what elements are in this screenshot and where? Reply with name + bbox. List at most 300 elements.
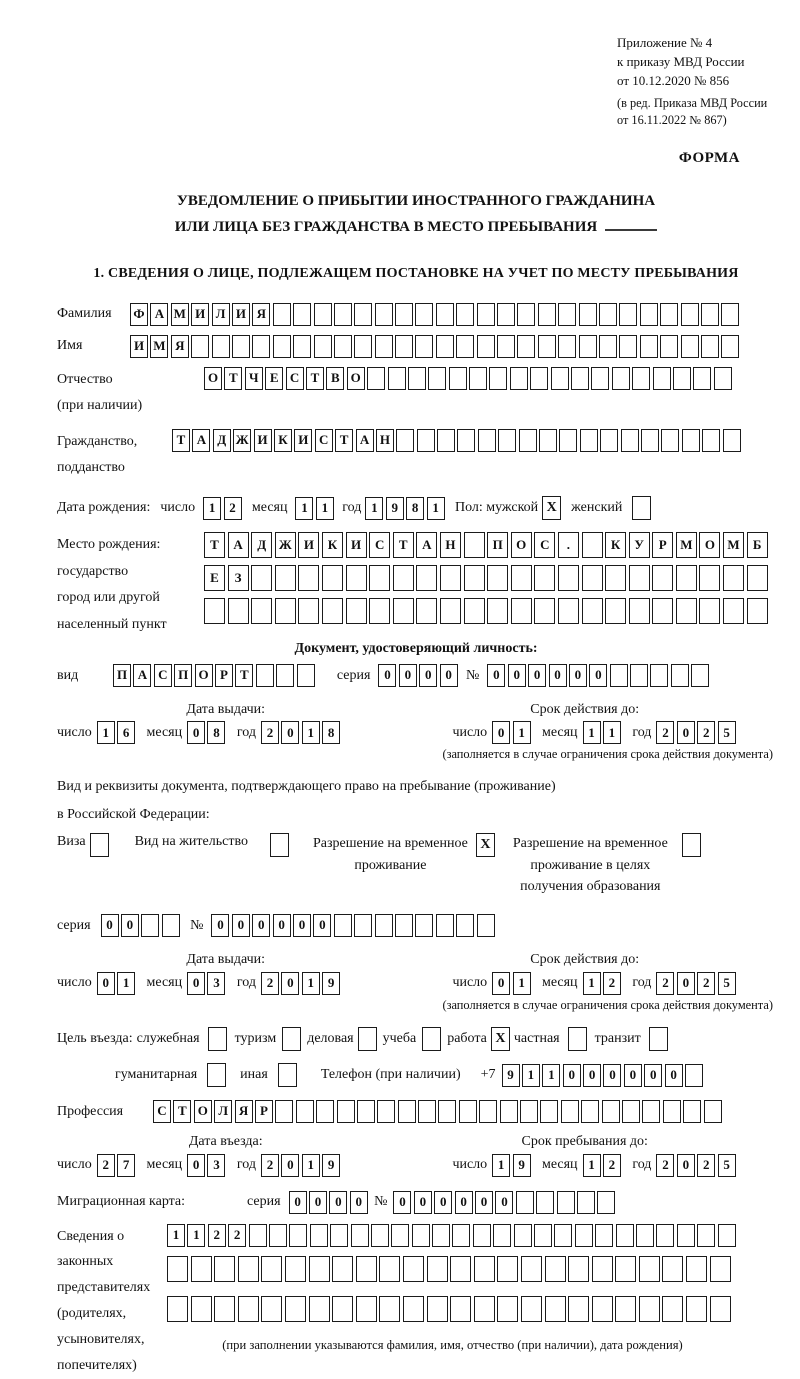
- char-cell[interactable]: [408, 367, 426, 390]
- char-cell[interactable]: [681, 335, 699, 358]
- char-cell[interactable]: 1: [542, 1064, 560, 1087]
- char-cell[interactable]: [393, 565, 414, 591]
- char-cell[interactable]: 0: [508, 664, 526, 687]
- char-cell[interactable]: [415, 335, 433, 358]
- char-cell[interactable]: [612, 367, 630, 390]
- char-cell[interactable]: О: [195, 664, 213, 687]
- char-cell[interactable]: [334, 914, 352, 937]
- char-cell[interactable]: Е: [204, 565, 225, 591]
- char-cell[interactable]: 2: [697, 1154, 715, 1177]
- char-cell[interactable]: [534, 565, 555, 591]
- char-cell[interactable]: [640, 335, 658, 358]
- char-cell[interactable]: [391, 1224, 409, 1247]
- char-cell[interactable]: [251, 565, 272, 591]
- char-cell[interactable]: 1: [117, 972, 135, 995]
- char-cell[interactable]: [309, 1296, 330, 1322]
- char-cell[interactable]: [296, 1100, 314, 1123]
- char-cell[interactable]: [395, 335, 413, 358]
- char-cell[interactable]: [636, 1224, 654, 1247]
- char-cell[interactable]: [662, 1256, 683, 1282]
- char-cell[interactable]: [204, 598, 225, 624]
- char-cell[interactable]: 0: [187, 972, 205, 995]
- char-cell[interactable]: А: [150, 303, 168, 326]
- char-cell[interactable]: Я: [235, 1100, 253, 1123]
- char-cell[interactable]: Т: [393, 532, 414, 558]
- char-cell[interactable]: 0: [419, 664, 437, 687]
- char-cell[interactable]: [393, 598, 414, 624]
- char-cell[interactable]: [167, 1296, 188, 1322]
- char-cell[interactable]: [477, 335, 495, 358]
- char-cell[interactable]: [520, 1100, 538, 1123]
- char-cell[interactable]: 0: [252, 914, 270, 937]
- char-cell[interactable]: [309, 1256, 330, 1282]
- char-cell[interactable]: [440, 598, 461, 624]
- char-cell[interactable]: [723, 429, 741, 452]
- char-cell[interactable]: [403, 1296, 424, 1322]
- char-cell[interactable]: [577, 1191, 595, 1214]
- char-cell[interactable]: [671, 664, 689, 687]
- char-cell[interactable]: Ф: [130, 303, 148, 326]
- char-cell[interactable]: [314, 335, 332, 358]
- char-cell[interactable]: [702, 429, 720, 452]
- char-cell[interactable]: 0: [187, 1154, 205, 1177]
- char-cell[interactable]: 0: [440, 664, 458, 687]
- char-cell[interactable]: [568, 1256, 589, 1282]
- char-cell[interactable]: [314, 303, 332, 326]
- char-cell[interactable]: [232, 335, 250, 358]
- char-cell[interactable]: 1: [203, 497, 221, 520]
- char-cell[interactable]: [346, 598, 367, 624]
- char-cell[interactable]: [530, 367, 548, 390]
- char-cell[interactable]: [663, 1100, 681, 1123]
- char-cell[interactable]: А: [416, 532, 437, 558]
- char-cell[interactable]: [379, 1256, 400, 1282]
- char-cell[interactable]: [456, 335, 474, 358]
- char-cell[interactable]: Л: [212, 303, 230, 326]
- char-cell[interactable]: [599, 303, 617, 326]
- char-cell[interactable]: Р: [652, 532, 673, 558]
- char-cell[interactable]: 2: [97, 1154, 115, 1177]
- char-cell[interactable]: [723, 598, 744, 624]
- char-cell[interactable]: 8: [207, 721, 225, 744]
- char-cell[interactable]: [417, 429, 435, 452]
- char-cell[interactable]: 1: [522, 1064, 540, 1087]
- char-cell[interactable]: И: [130, 335, 148, 358]
- char-cell[interactable]: [377, 1100, 395, 1123]
- char-cell[interactable]: 0: [399, 664, 417, 687]
- char-cell[interactable]: 0: [232, 914, 250, 937]
- char-cell[interactable]: [322, 598, 343, 624]
- char-cell[interactable]: 0: [677, 1154, 695, 1177]
- char-cell[interactable]: 0: [121, 914, 139, 937]
- char-cell[interactable]: [599, 335, 617, 358]
- char-cell[interactable]: 9: [322, 1154, 340, 1177]
- char-cell[interactable]: 0: [313, 914, 331, 937]
- char-cell[interactable]: 1: [302, 972, 320, 995]
- char-cell[interactable]: [558, 565, 579, 591]
- char-cell[interactable]: [575, 1224, 593, 1247]
- checkbox-purpose-business[interactable]: [358, 1027, 377, 1051]
- char-cell[interactable]: И: [346, 532, 367, 558]
- char-cell[interactable]: [375, 303, 393, 326]
- char-cell[interactable]: [693, 367, 711, 390]
- char-cell[interactable]: 0: [187, 721, 205, 744]
- char-cell[interactable]: М: [171, 303, 189, 326]
- checkbox-temp-permit[interactable]: X: [476, 833, 495, 857]
- char-cell[interactable]: [450, 1296, 471, 1322]
- char-cell[interactable]: [261, 1256, 282, 1282]
- char-cell[interactable]: [395, 914, 413, 937]
- char-cell[interactable]: [293, 303, 311, 326]
- char-cell[interactable]: [660, 335, 678, 358]
- char-cell[interactable]: [477, 303, 495, 326]
- char-cell[interactable]: [436, 335, 454, 358]
- char-cell[interactable]: [517, 303, 535, 326]
- char-cell[interactable]: [630, 664, 648, 687]
- char-cell[interactable]: [418, 1100, 436, 1123]
- char-cell[interactable]: О: [699, 532, 720, 558]
- char-cell[interactable]: [437, 429, 455, 452]
- char-cell[interactable]: [640, 303, 658, 326]
- char-cell[interactable]: [615, 1296, 636, 1322]
- char-cell[interactable]: [683, 1100, 701, 1123]
- char-cell[interactable]: [642, 1100, 660, 1123]
- char-cell[interactable]: 1: [583, 972, 601, 995]
- char-cell[interactable]: [162, 914, 180, 937]
- char-cell[interactable]: [251, 598, 272, 624]
- char-cell[interactable]: 2: [261, 972, 279, 995]
- char-cell[interactable]: [656, 1224, 674, 1247]
- char-cell[interactable]: З: [228, 565, 249, 591]
- char-cell[interactable]: [534, 1224, 552, 1247]
- char-cell[interactable]: [721, 335, 739, 358]
- char-cell[interactable]: В: [326, 367, 344, 390]
- char-cell[interactable]: [249, 1224, 267, 1247]
- char-cell[interactable]: [375, 914, 393, 937]
- char-cell[interactable]: 1: [302, 1154, 320, 1177]
- char-cell[interactable]: [521, 1256, 542, 1282]
- char-cell[interactable]: О: [204, 367, 222, 390]
- char-cell[interactable]: [379, 1296, 400, 1322]
- char-cell[interactable]: 1: [427, 497, 445, 520]
- char-cell[interactable]: [519, 429, 537, 452]
- char-cell[interactable]: [545, 1296, 566, 1322]
- char-cell[interactable]: [351, 1224, 369, 1247]
- char-cell[interactable]: [412, 1224, 430, 1247]
- char-cell[interactable]: 1: [316, 497, 334, 520]
- char-cell[interactable]: А: [133, 664, 151, 687]
- char-cell[interactable]: [395, 303, 413, 326]
- char-cell[interactable]: [238, 1296, 259, 1322]
- char-cell[interactable]: 1: [302, 721, 320, 744]
- char-cell[interactable]: [581, 1100, 599, 1123]
- char-cell[interactable]: 2: [228, 1224, 246, 1247]
- char-cell[interactable]: [298, 598, 319, 624]
- char-cell[interactable]: 0: [414, 1191, 432, 1214]
- char-cell[interactable]: 2: [697, 721, 715, 744]
- char-cell[interactable]: [539, 429, 557, 452]
- char-cell[interactable]: [629, 565, 650, 591]
- char-cell[interactable]: [629, 598, 650, 624]
- char-cell[interactable]: [332, 1256, 353, 1282]
- char-cell[interactable]: [710, 1256, 731, 1282]
- char-cell[interactable]: [464, 565, 485, 591]
- char-cell[interactable]: [723, 565, 744, 591]
- char-cell[interactable]: [396, 429, 414, 452]
- char-cell[interactable]: [275, 598, 296, 624]
- char-cell[interactable]: [497, 1256, 518, 1282]
- char-cell[interactable]: К: [605, 532, 626, 558]
- char-cell[interactable]: 1: [603, 721, 621, 744]
- char-cell[interactable]: 0: [492, 721, 510, 744]
- char-cell[interactable]: [615, 1256, 636, 1282]
- char-cell[interactable]: 2: [656, 721, 674, 744]
- char-cell[interactable]: [514, 1224, 532, 1247]
- checkbox-purpose-study[interactable]: [422, 1027, 441, 1051]
- char-cell[interactable]: [676, 565, 697, 591]
- char-cell[interactable]: 0: [528, 664, 546, 687]
- char-cell[interactable]: [191, 1296, 212, 1322]
- char-cell[interactable]: [650, 664, 668, 687]
- char-cell[interactable]: 0: [589, 664, 607, 687]
- char-cell[interactable]: [469, 367, 487, 390]
- char-cell[interactable]: [592, 1256, 613, 1282]
- char-cell[interactable]: 2: [656, 1154, 674, 1177]
- char-cell[interactable]: 0: [273, 914, 291, 937]
- char-cell[interactable]: [685, 1064, 703, 1087]
- char-cell[interactable]: 2: [603, 1154, 621, 1177]
- char-cell[interactable]: 0: [97, 972, 115, 995]
- char-cell[interactable]: [582, 598, 603, 624]
- char-cell[interactable]: М: [723, 532, 744, 558]
- char-cell[interactable]: С: [153, 1100, 171, 1123]
- char-cell[interactable]: 1: [365, 497, 383, 520]
- char-cell[interactable]: Т: [173, 1100, 191, 1123]
- char-cell[interactable]: [457, 429, 475, 452]
- char-cell[interactable]: [285, 1296, 306, 1322]
- char-cell[interactable]: [704, 1100, 722, 1123]
- char-cell[interactable]: [632, 367, 650, 390]
- char-cell[interactable]: [403, 1256, 424, 1282]
- char-cell[interactable]: 0: [569, 664, 587, 687]
- char-cell[interactable]: 0: [455, 1191, 473, 1214]
- char-cell[interactable]: [682, 429, 700, 452]
- char-cell[interactable]: [487, 598, 508, 624]
- char-cell[interactable]: 7: [117, 1154, 135, 1177]
- char-cell[interactable]: [721, 303, 739, 326]
- char-cell[interactable]: [561, 1100, 579, 1123]
- char-cell[interactable]: [456, 303, 474, 326]
- char-cell[interactable]: А: [228, 532, 249, 558]
- char-cell[interactable]: [427, 1296, 448, 1322]
- char-cell[interactable]: 0: [665, 1064, 683, 1087]
- checkbox-edu-permit[interactable]: [682, 833, 701, 857]
- char-cell[interactable]: [652, 598, 673, 624]
- char-cell[interactable]: [473, 1224, 491, 1247]
- char-cell[interactable]: [275, 1100, 293, 1123]
- char-cell[interactable]: [356, 1296, 377, 1322]
- char-cell[interactable]: [639, 1296, 660, 1322]
- char-cell[interactable]: С: [286, 367, 304, 390]
- char-cell[interactable]: [440, 565, 461, 591]
- char-cell[interactable]: 0: [289, 1191, 307, 1214]
- char-cell[interactable]: О: [511, 532, 532, 558]
- checkbox-visa[interactable]: [90, 833, 109, 857]
- char-cell[interactable]: И: [191, 303, 209, 326]
- char-cell[interactable]: [500, 1100, 518, 1123]
- checkbox-purpose-transit[interactable]: [649, 1027, 668, 1051]
- char-cell[interactable]: [228, 598, 249, 624]
- char-cell[interactable]: [450, 1256, 471, 1282]
- char-cell[interactable]: У: [629, 532, 650, 558]
- char-cell[interactable]: Д: [213, 429, 231, 452]
- char-cell[interactable]: [436, 914, 454, 937]
- char-cell[interactable]: И: [298, 532, 319, 558]
- char-cell[interactable]: 2: [224, 497, 242, 520]
- char-cell[interactable]: [697, 1224, 715, 1247]
- char-cell[interactable]: [639, 1256, 660, 1282]
- char-cell[interactable]: [619, 335, 637, 358]
- char-cell[interactable]: Б: [747, 532, 768, 558]
- char-cell[interactable]: [538, 335, 556, 358]
- char-cell[interactable]: 0: [475, 1191, 493, 1214]
- char-cell[interactable]: [298, 565, 319, 591]
- char-cell[interactable]: [474, 1256, 495, 1282]
- char-cell[interactable]: 0: [487, 664, 505, 687]
- char-cell[interactable]: П: [113, 664, 131, 687]
- char-cell[interactable]: [498, 429, 516, 452]
- checkbox-purpose-other[interactable]: [278, 1063, 297, 1087]
- char-cell[interactable]: [521, 1296, 542, 1322]
- char-cell[interactable]: [579, 335, 597, 358]
- char-cell[interactable]: [293, 335, 311, 358]
- char-cell[interactable]: М: [676, 532, 697, 558]
- char-cell[interactable]: [676, 598, 697, 624]
- char-cell[interactable]: А: [192, 429, 210, 452]
- char-cell[interactable]: [559, 429, 577, 452]
- char-cell[interactable]: [557, 1191, 575, 1214]
- char-cell[interactable]: [610, 664, 628, 687]
- char-cell[interactable]: О: [347, 367, 365, 390]
- char-cell[interactable]: 9: [322, 972, 340, 995]
- char-cell[interactable]: 0: [492, 972, 510, 995]
- char-cell[interactable]: [416, 565, 437, 591]
- char-cell[interactable]: [269, 1224, 287, 1247]
- char-cell[interactable]: К: [322, 532, 343, 558]
- char-cell[interactable]: 1: [97, 721, 115, 744]
- char-cell[interactable]: [686, 1296, 707, 1322]
- char-cell[interactable]: Л: [214, 1100, 232, 1123]
- char-cell[interactable]: [276, 664, 294, 687]
- char-cell[interactable]: [701, 335, 719, 358]
- char-cell[interactable]: [474, 1296, 495, 1322]
- char-cell[interactable]: [516, 1191, 534, 1214]
- char-cell[interactable]: А: [356, 429, 374, 452]
- char-cell[interactable]: 0: [549, 664, 567, 687]
- char-cell[interactable]: К: [274, 429, 292, 452]
- char-cell[interactable]: [497, 303, 515, 326]
- char-cell[interactable]: 0: [677, 972, 695, 995]
- char-cell[interactable]: [337, 1100, 355, 1123]
- char-cell[interactable]: 8: [406, 497, 424, 520]
- char-cell[interactable]: [538, 303, 556, 326]
- char-cell[interactable]: [591, 367, 609, 390]
- char-cell[interactable]: 9: [386, 497, 404, 520]
- char-cell[interactable]: [459, 1100, 477, 1123]
- char-cell[interactable]: [449, 367, 467, 390]
- char-cell[interactable]: 9: [502, 1064, 520, 1087]
- char-cell[interactable]: [464, 598, 485, 624]
- char-cell[interactable]: [701, 303, 719, 326]
- char-cell[interactable]: [416, 598, 437, 624]
- char-cell[interactable]: С: [534, 532, 555, 558]
- char-cell[interactable]: [477, 914, 495, 937]
- char-cell[interactable]: [660, 303, 678, 326]
- char-cell[interactable]: Ч: [245, 367, 263, 390]
- char-cell[interactable]: [261, 1296, 282, 1322]
- char-cell[interactable]: 8: [322, 721, 340, 744]
- char-cell[interactable]: [330, 1224, 348, 1247]
- char-cell[interactable]: Н: [440, 532, 461, 558]
- char-cell[interactable]: 0: [281, 721, 299, 744]
- char-cell[interactable]: 0: [281, 1154, 299, 1177]
- char-cell[interactable]: [652, 565, 673, 591]
- char-cell[interactable]: [595, 1224, 613, 1247]
- char-cell[interactable]: [427, 1256, 448, 1282]
- char-cell[interactable]: 0: [211, 914, 229, 937]
- char-cell[interactable]: 0: [495, 1191, 513, 1214]
- char-cell[interactable]: 0: [329, 1191, 347, 1214]
- char-cell[interactable]: [191, 335, 209, 358]
- char-cell[interactable]: [747, 598, 768, 624]
- char-cell[interactable]: [517, 335, 535, 358]
- char-cell[interactable]: [582, 565, 603, 591]
- char-cell[interactable]: [371, 1224, 389, 1247]
- char-cell[interactable]: Р: [255, 1100, 273, 1123]
- char-cell[interactable]: 0: [281, 972, 299, 995]
- char-cell[interactable]: [616, 1224, 634, 1247]
- char-cell[interactable]: М: [150, 335, 168, 358]
- char-cell[interactable]: [487, 565, 508, 591]
- char-cell[interactable]: [388, 367, 406, 390]
- char-cell[interactable]: [415, 303, 433, 326]
- char-cell[interactable]: 2: [697, 972, 715, 995]
- char-cell[interactable]: [354, 335, 372, 358]
- char-cell[interactable]: [415, 914, 433, 937]
- char-cell[interactable]: [357, 1100, 375, 1123]
- char-cell[interactable]: [464, 532, 485, 558]
- char-cell[interactable]: Т: [172, 429, 190, 452]
- char-cell[interactable]: [511, 598, 532, 624]
- char-cell[interactable]: [289, 1224, 307, 1247]
- char-cell[interactable]: 0: [644, 1064, 662, 1087]
- char-cell[interactable]: [438, 1100, 456, 1123]
- checkbox-purpose-humanitarian[interactable]: [207, 1063, 226, 1087]
- char-cell[interactable]: [568, 1296, 589, 1322]
- char-cell[interactable]: Т: [306, 367, 324, 390]
- char-cell[interactable]: Е: [265, 367, 283, 390]
- char-cell[interactable]: 5: [718, 1154, 736, 1177]
- char-cell[interactable]: 1: [492, 1154, 510, 1177]
- char-cell[interactable]: [619, 303, 637, 326]
- char-cell[interactable]: И: [232, 303, 250, 326]
- char-cell[interactable]: [686, 1256, 707, 1282]
- char-cell[interactable]: [212, 335, 230, 358]
- char-cell[interactable]: [167, 1256, 188, 1282]
- char-cell[interactable]: [597, 1191, 615, 1214]
- char-cell[interactable]: С: [154, 664, 172, 687]
- checkbox-purpose-work[interactable]: X: [491, 1027, 510, 1051]
